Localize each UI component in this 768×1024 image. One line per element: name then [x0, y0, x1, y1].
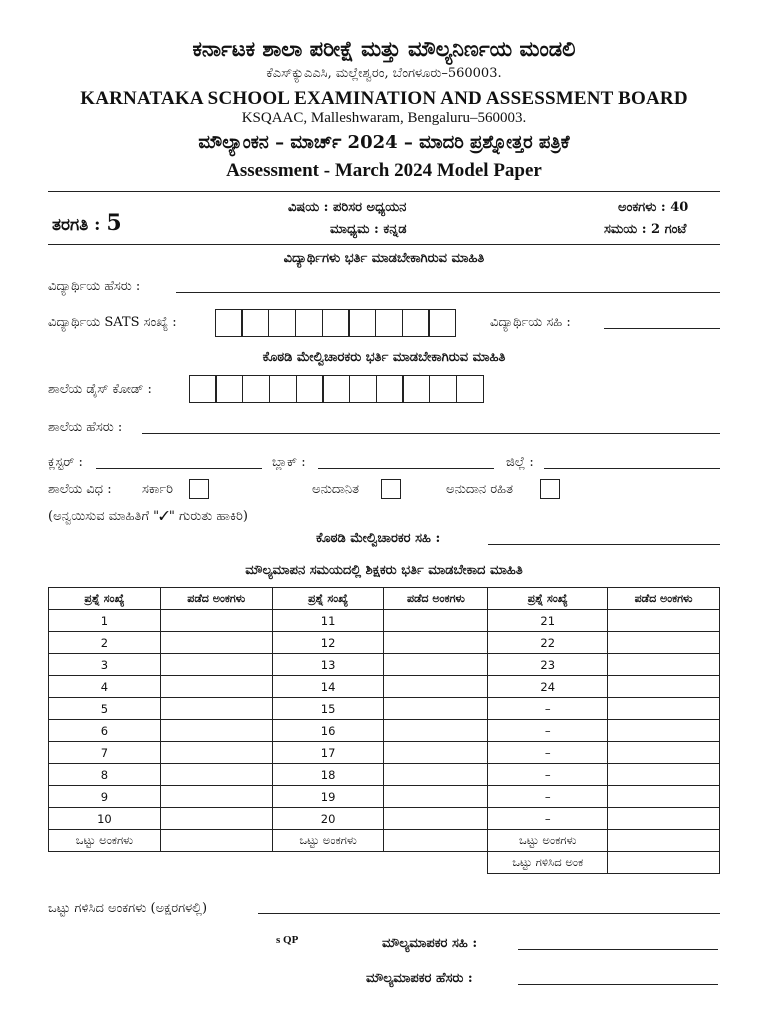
marks-obtained-cell[interactable] — [608, 654, 720, 676]
duration-label: ಸಮಯ : 2 ಗಂಟೆ — [604, 222, 687, 237]
marks-obtained-cell[interactable] — [160, 632, 272, 654]
divider — [48, 244, 720, 245]
school-type-govt-label: ಸರ್ಕಾರಿ — [142, 482, 173, 497]
marks-obtained-cell[interactable] — [160, 698, 272, 720]
marks-obtained-cell[interactable] — [608, 764, 720, 786]
marks-obtained-cell[interactable] — [160, 808, 272, 830]
marks-obtained-cell[interactable] — [608, 632, 720, 654]
school-type-unaided-label: ಅನುದಾನ ರಹಿತ — [446, 482, 513, 497]
table-row — [49, 676, 720, 698]
student-section-title: ವಿದ್ಯಾರ್ಥಿಗಳು ಭರ್ತಿ ಮಾಡಬೇಕಾಗಿರುವ ಮಾಹಿತಿ — [283, 251, 485, 266]
table-row — [49, 632, 720, 654]
total-label-cell: ಒಟ್ಟು ಅಂಕಗಳು — [272, 830, 384, 852]
total-marks-label: ಅಂಕಗಳು : 40 — [618, 200, 689, 215]
evaluator-sign-label: ಮೌಲ್ಯಮಾಪಕರ ಸಹಿ : — [382, 936, 478, 951]
evaluator-name-field[interactable] — [518, 984, 718, 985]
marks-obtained-cell[interactable] — [160, 742, 272, 764]
question-number-cell: 12 — [272, 632, 384, 654]
question-number-cell: 15 — [272, 698, 384, 720]
class-label: ತರಗತಿ : — [52, 215, 101, 235]
marks-obtained-cell[interactable] — [384, 808, 488, 830]
divider — [48, 191, 720, 192]
marks-obtained-cell[interactable] — [160, 610, 272, 632]
question-number-cell: 11 — [272, 610, 384, 632]
subject-label: ವಿಷಯ : ಪರಿಸರ ಅಧ್ಯಯನ — [288, 200, 407, 215]
question-number-cell: – — [488, 764, 608, 786]
medium-label: ಮಾಧ್ಯಮ : ಕನ್ನಡ — [330, 222, 407, 237]
question-number-cell: 1 — [49, 610, 161, 632]
evaluator-name-label: ಮೌಲ್ಯಮಾಪಕರ ಹೆಸರು : — [366, 971, 473, 986]
question-number-cell: 14 — [272, 676, 384, 698]
district-label: ಜಿಲ್ಲೆ : — [506, 455, 534, 470]
table-row — [49, 786, 720, 808]
table-row — [49, 742, 720, 764]
assessment-title-english: Assessment - March 2024 Model Paper — [226, 160, 542, 181]
grand-total-cell[interactable] — [608, 852, 720, 874]
cluster-field[interactable] — [96, 468, 262, 469]
question-number-cell: 2 — [49, 632, 161, 654]
assessment-title-kannada: ಮೌಲ್ಯಾಂಕನ – ಮಾರ್ಚ್ 2024 – ಮಾದರಿ ಪ್ರಶ್ನೋತ್ತರ ಪತ್ರಿಕೆ — [198, 132, 570, 153]
marks-obtained-cell[interactable] — [384, 720, 488, 742]
question-number-cell: 23 — [488, 654, 608, 676]
total-in-words-field[interactable] — [258, 913, 720, 914]
school-type-unaided-checkbox[interactable] — [540, 479, 560, 499]
marks-obtained-cell[interactable] — [608, 742, 720, 764]
school-type-aided-label: ಅನುದಾನಿತ — [312, 482, 360, 497]
marks-obtained-cell[interactable] — [384, 676, 488, 698]
question-number-cell: 20 — [272, 808, 384, 830]
marks-obtained-cell[interactable] — [160, 764, 272, 786]
marks-obtained-cell[interactable] — [160, 786, 272, 808]
question-number-cell: 6 — [49, 720, 161, 742]
student-sign-label: ವಿದ್ಯಾರ್ಥಿಯ ಸಹಿ : — [490, 315, 571, 330]
grand-total-label-cell: ಒಟ್ಟು ಗಳಿಸಿದ ಅಂಕ — [488, 852, 608, 874]
table-row — [49, 720, 720, 742]
sats-number-boxes[interactable] — [216, 309, 456, 337]
total-marks-cell[interactable] — [608, 830, 720, 852]
table-row — [49, 764, 720, 786]
school-type-label: ಶಾಲೆಯ ವಿಧ : — [48, 482, 112, 497]
marks-obtained-cell[interactable] — [608, 698, 720, 720]
total-marks-cell[interactable] — [384, 830, 488, 852]
evaluation-section-title: ಮೌಲ್ಯಮಾಪನ ಸಮಯದಲ್ಲಿ ಶಿಕ್ಷಕರು ಭರ್ತಿ ಮಾಡಬೇಕಾದ ಮಾಹಿತಿ — [245, 563, 523, 578]
marks-obtained-cell[interactable] — [384, 764, 488, 786]
question-number-cell: – — [488, 786, 608, 808]
column-header-question-no: ಪ್ರಶ್ನೆ ಸಂಖ್ಯೆ — [488, 588, 608, 610]
table-row — [49, 654, 720, 676]
question-number-cell: – — [488, 742, 608, 764]
total-marks-cell[interactable] — [160, 830, 272, 852]
marks-obtained-cell[interactable] — [384, 698, 488, 720]
question-number-cell: 10 — [49, 808, 161, 830]
marks-table — [48, 587, 720, 874]
empty-cell — [160, 852, 272, 874]
question-number-cell: 21 — [488, 610, 608, 632]
marks-obtained-cell[interactable] — [384, 786, 488, 808]
empty-cell — [49, 852, 161, 874]
marks-obtained-cell[interactable] — [160, 676, 272, 698]
student-sign-field[interactable] — [604, 328, 720, 329]
marks-obtained-cell[interactable] — [160, 654, 272, 676]
table-row — [49, 610, 720, 632]
marks-obtained-cell[interactable] — [608, 610, 720, 632]
question-number-cell: 22 — [488, 632, 608, 654]
marks-obtained-cell[interactable] — [608, 808, 720, 830]
table-row — [49, 698, 720, 720]
student-name-label: ವಿದ್ಯಾರ್ಥಿಯ ಹೆಸರು : — [48, 279, 141, 294]
board-address-english: KSQAAC, Malleshwaram, Bengaluru–560003. — [241, 110, 527, 126]
total-in-words-label: ಒಟ್ಟು ಗಳಿಸಿದ ಅಂಕಗಳು (ಅಕ್ಷರಗಳಲ್ಲಿ) — [48, 901, 208, 916]
paper-code: s QP — [276, 934, 299, 946]
dise-code-boxes[interactable] — [190, 375, 484, 403]
school-type-aided-checkbox[interactable] — [381, 479, 401, 499]
column-header-question-no: ಪ್ರಶ್ನೆ ಸಂಖ್ಯೆ — [272, 588, 384, 610]
total-row — [49, 830, 720, 852]
table-row — [49, 808, 720, 830]
cluster-label: ಕ್ಲಸ್ಟರ್ : — [48, 455, 83, 470]
marks-obtained-cell[interactable] — [384, 654, 488, 676]
question-number-cell: 24 — [488, 676, 608, 698]
student-name-field[interactable] — [176, 292, 720, 293]
school-name-label: ಶಾಲೆಯ ಹೆಸರು : — [48, 420, 123, 435]
column-header-marks: ಪಡೆದ ಅಂಕಗಳು — [160, 588, 272, 610]
invigilator-section-title: ಕೊಠಡಿ ಮೇಲ್ವಿಚಾರಕರು ಭರ್ತಿ ಮಾಡಬೇಕಾಗಿರುವ ಮಾಹಿತಿ — [262, 350, 506, 365]
question-number-cell: 18 — [272, 764, 384, 786]
total-label-cell: ಒಟ್ಟು ಅಂಕಗಳು — [49, 830, 161, 852]
class-value: 5 — [106, 210, 122, 236]
board-address-kannada: ಕೆಎಸ್‌ಕ್ಯುಎಎಸಿ, ಮಲ್ಲೇಶ್ವರಂ, ಬೆಂಗಳೂರು–560003. — [266, 66, 502, 81]
invigilator-sign-field[interactable] — [488, 544, 720, 545]
table-header-row — [49, 588, 720, 610]
marks-obtained-cell[interactable] — [160, 720, 272, 742]
question-number-cell: – — [488, 720, 608, 742]
question-number-cell: 17 — [272, 742, 384, 764]
total-label-cell: ಒಟ್ಟು ಅಂಕಗಳು — [488, 830, 608, 852]
marks-obtained-cell[interactable] — [384, 632, 488, 654]
block-label: ಬ್ಲಾಕ್ : — [272, 455, 306, 470]
district-field[interactable] — [544, 468, 720, 469]
question-number-cell: 5 — [49, 698, 161, 720]
dise-code-label: ಶಾಲೆಯ ಡೈಸ್ ಕೋಡ್ : — [48, 382, 152, 397]
invigilator-sign-label: ಕೊಠಡಿ ಮೇಲ್ವಿಚಾರಕರ ಸಹಿ : — [316, 531, 441, 546]
marks-obtained-cell[interactable] — [384, 742, 488, 764]
evaluator-sign-field[interactable] — [518, 949, 718, 950]
class-field — [52, 210, 122, 236]
marks-obtained-cell[interactable] — [608, 720, 720, 742]
question-number-cell: 7 — [49, 742, 161, 764]
question-number-cell: 4 — [49, 676, 161, 698]
empty-cell — [384, 852, 488, 874]
board-title-kannada: ಕರ್ನಾಟಕ ಶಾಲಾ ಪರೀಕ್ಷೆ ಮತ್ತು ಮೌಲ್ಯನಿರ್ಣಯ ಮಂಡಲಿ — [192, 36, 576, 61]
column-header-marks: ಪಡೆದ ಅಂಕಗಳು — [384, 588, 488, 610]
question-number-cell: 13 — [272, 654, 384, 676]
sats-label: ವಿದ್ಯಾರ್ಥಿಯ SATS ಸಂಖ್ಯೆ : — [48, 315, 177, 330]
question-number-cell: 19 — [272, 786, 384, 808]
column-header-marks: ಪಡೆದ ಅಂಕಗಳು — [608, 588, 720, 610]
marks-obtained-cell[interactable] — [384, 610, 488, 632]
empty-cell — [272, 852, 384, 874]
marks-obtained-cell[interactable] — [608, 676, 720, 698]
block-field[interactable] — [318, 468, 494, 469]
question-number-cell: 16 — [272, 720, 384, 742]
question-number-cell: 8 — [49, 764, 161, 786]
tick-instruction: (ಅನ್ವಯಿಸುವ ಮಾಹಿತಿಗೆ "✓" ಗುರುತು ಹಾಕಿರಿ) — [48, 509, 248, 524]
board-title-english: KARNATAKA SCHOOL EXAMINATION AND ASSESSMENT BOARD — [80, 88, 688, 109]
question-number-cell: 9 — [49, 786, 161, 808]
question-number-cell: 3 — [49, 654, 161, 676]
school-type-govt-checkbox[interactable] — [189, 479, 209, 499]
question-number-cell: – — [488, 698, 608, 720]
grand-total-row — [49, 852, 720, 874]
column-header-question-no: ಪ್ರಶ್ನೆ ಸಂಖ್ಯೆ — [49, 588, 161, 610]
marks-obtained-cell[interactable] — [608, 786, 720, 808]
school-name-field[interactable] — [142, 433, 720, 434]
question-number-cell: – — [488, 808, 608, 830]
